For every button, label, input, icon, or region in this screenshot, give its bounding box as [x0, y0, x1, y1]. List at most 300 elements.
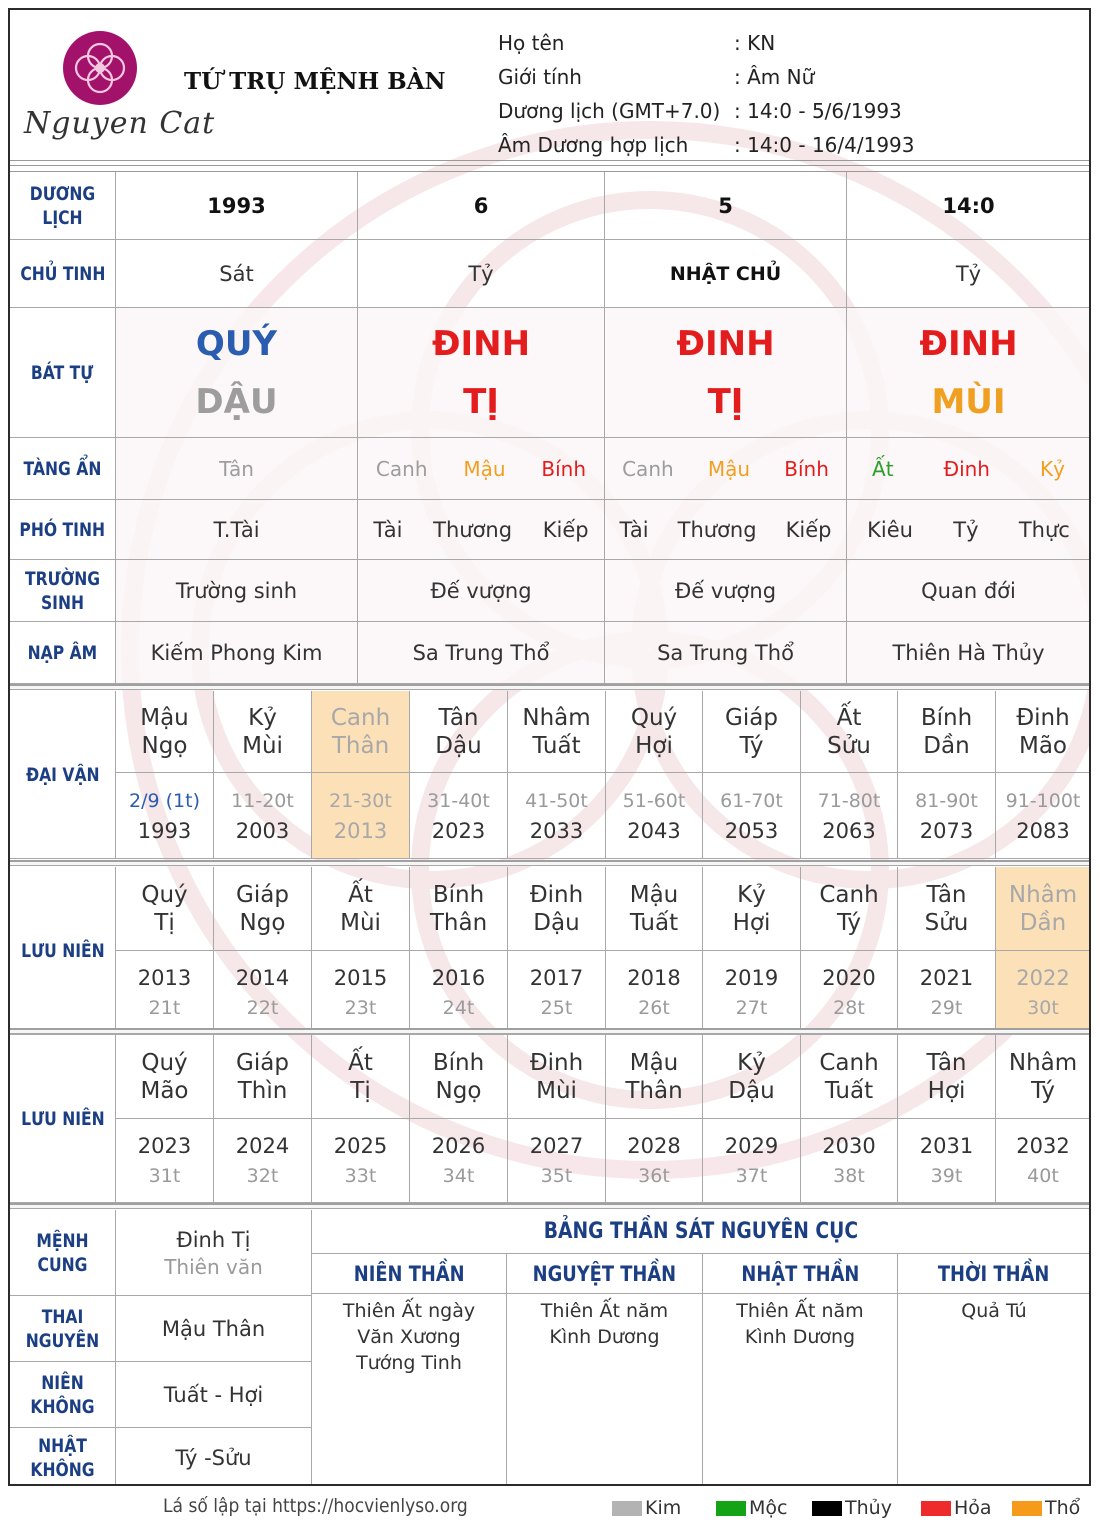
logo-icon [62, 30, 138, 106]
pillar-1-chu-tinh [358, 240, 605, 308]
hidden-stem: Đinh [943, 456, 990, 481]
branch-name: Tuất [629, 909, 679, 936]
footer [0, 1490, 1100, 1526]
stem-name: Đinh [529, 1049, 584, 1076]
cycle-year: 2025 [333, 1133, 388, 1158]
footer-credit: Lá số lập tại https://hocvienlyso.org [163, 1495, 468, 1517]
luu-nien-1-stem-branch [410, 867, 508, 951]
dai-van-stem-branch [214, 691, 312, 773]
hidden-stems [605, 457, 846, 481]
branch-name: Mùi [340, 909, 381, 936]
luu-nien-1-stem-branch [996, 867, 1091, 951]
hidden-stem: Canh [622, 456, 674, 481]
pillar-main-star: NHẬT CHỦ [669, 262, 782, 285]
gods-column-head [507, 1254, 703, 1294]
pillar-solar-value: 6 [473, 193, 489, 218]
earthly-branch: MÙI [931, 381, 1006, 422]
luu-nien-1-stem-branch [606, 867, 703, 951]
cycle-age: 91-100t [1005, 789, 1081, 812]
life-stage: Quan đới [921, 578, 1016, 603]
pillar-3-nap-am [847, 622, 1091, 684]
cycle-year: 2019 [724, 965, 779, 990]
cycle-year: 2023 [431, 818, 486, 843]
sub-stars [605, 518, 846, 542]
luu-nien-1-stem-branch [703, 867, 801, 951]
sub-star: Thực [1018, 517, 1070, 542]
stem-name: Quý [141, 881, 188, 908]
earthly-branch: TỊ [707, 381, 744, 422]
god-item: Thiên Ất năm [540, 1300, 669, 1322]
gods-column-body [312, 1294, 507, 1486]
legend-label: Hỏa [954, 1497, 992, 1519]
earthly-branch: DẬU [195, 381, 278, 422]
stem-name: Giáp [725, 704, 778, 731]
pillar-1-tang-an [358, 438, 605, 500]
luu-nien-2-stem-branch [898, 1035, 996, 1119]
branch-name: Thân [429, 909, 488, 936]
cycle-age: 71-80t [817, 789, 881, 812]
luu-nien-2-stem-branch [703, 1035, 801, 1119]
cycle-year: 2031 [919, 1133, 974, 1158]
stem-name: Quý [630, 704, 678, 731]
sub-star: Thương [677, 517, 757, 542]
info-row-solar-date: Dương lịch (GMT+7.0) : 14:0 - 5/6/1993 [498, 99, 902, 123]
earthly-branch: TỊ [463, 381, 499, 422]
cycle-year: 2063 [822, 818, 876, 843]
row-label-text: CHỦ TINH [19, 262, 106, 285]
luu-nien-1-age-year [898, 951, 996, 1035]
pillar-3-bat-tu [847, 308, 1091, 438]
luu-nien-2-age-year [116, 1119, 214, 1203]
branch-name: Thân [331, 732, 390, 759]
legend-label: Kim [645, 1497, 682, 1519]
cycle-age: 25t [540, 996, 573, 1019]
row-label-text: NIÊN KHÔNG [30, 1371, 95, 1418]
cycle-year: 2021 [919, 965, 974, 990]
stem-name: Nhâm [1008, 1049, 1078, 1076]
cycle-year: 2018 [627, 965, 681, 990]
cycle-year: 2013 [333, 818, 388, 843]
dai-van-age-year [116, 773, 214, 859]
stem-name: Ất [348, 1049, 373, 1076]
luu-nien-2-age-year [508, 1119, 606, 1203]
cycle-year: 2073 [919, 818, 974, 843]
hidden-stems [116, 457, 357, 481]
branch-name: Dần [923, 732, 970, 759]
sub-star: Kiếp [542, 517, 589, 542]
stem-name: Kỷ [248, 704, 277, 731]
row-label-text: LƯU NIÊN [20, 939, 105, 962]
dai-van-stem-branch [606, 691, 703, 773]
branch-name: Ngọ [141, 732, 188, 759]
row-label-text: ĐẠI VẬN [25, 763, 100, 786]
pillar-0-nap-am [116, 622, 358, 684]
brand-name: Nguyen Cat [24, 106, 216, 141]
cycle-year: 2023 [137, 1133, 192, 1158]
stem-name: Ất [348, 881, 373, 908]
stem-name: Nhâm [1008, 881, 1078, 908]
row-label-pho-tinh [10, 500, 116, 560]
stem-name: Nhâm [522, 704, 591, 731]
branch-name: Dậu [533, 909, 580, 936]
pillar-2-truong-sinh [605, 560, 847, 622]
stem-name: Mậu [629, 1049, 679, 1076]
heavenly-stem: QUÝ [195, 323, 278, 364]
cycle-age: 21-30t [329, 789, 392, 812]
nien-khong-value-cell [116, 1362, 312, 1428]
nhat-khong-value-cell [116, 1428, 312, 1486]
cycle-year: 2027 [529, 1133, 584, 1158]
cycle-age: 23t [344, 996, 377, 1019]
cycle-year: 2020 [822, 965, 876, 990]
cycle-year: 2013 [137, 965, 192, 990]
dai-van-stem-branch [312, 691, 410, 773]
dai-van-stem-branch [898, 691, 996, 773]
nien-khong-label [10, 1362, 116, 1428]
gods-list [736, 1294, 863, 1350]
stem-name: Kỷ [737, 881, 766, 908]
pillar-2-bat-tu [605, 308, 847, 438]
dai-van-age-year [410, 773, 508, 859]
nien-khong-value: Tuất - Hợi [163, 1382, 264, 1407]
row-label-text: TRƯỜNG SINH [24, 567, 101, 614]
row-label-text: MỆNH CUNG [36, 1229, 89, 1276]
cycle-age: 24t [442, 996, 475, 1019]
cycle-age: 30t [1027, 996, 1059, 1019]
stem-name: Ất [836, 704, 862, 731]
legend-swatch [921, 1501, 951, 1516]
chart-frame [8, 8, 1091, 1486]
cycle-age: 21t [148, 996, 181, 1019]
row-label-text: LƯU NIÊN [20, 1107, 105, 1130]
cycle-age: 38t [833, 1164, 865, 1187]
luu-nien-1-stem-branch [214, 867, 312, 951]
hidden-stem: Ất [872, 456, 894, 481]
luu-nien-1-age-year [508, 951, 606, 1035]
pillar-2-pho-tinh [605, 500, 847, 560]
luu-nien-2-age-year [214, 1119, 312, 1203]
pillar-eight-chars [919, 315, 1017, 431]
sub-star: Tài [373, 517, 403, 542]
cycle-age: 41-50t [525, 789, 588, 812]
luu-nien-1-label [10, 867, 116, 1035]
cycle-year: 2029 [724, 1133, 779, 1158]
pillar-solar-value: 1993 [207, 193, 266, 218]
gods-head-text: NGUYỆT THẦN [532, 1261, 677, 1286]
cycle-age: 51-60t [622, 789, 686, 812]
row-label-text: BÁT TỰ [31, 361, 94, 384]
pillar-1-pho-tinh [358, 500, 605, 560]
cycle-age: 36t [638, 1164, 670, 1187]
pillar-main-star: Tỷ [955, 261, 982, 286]
dai-van-stem-branch [703, 691, 801, 773]
cycle-age: 81-90t [915, 789, 978, 812]
hidden-stems [358, 457, 604, 481]
stem-name: Tân [438, 704, 479, 731]
legend-swatch [1012, 1501, 1042, 1516]
thai-nguyen-value: Mậu Thân [161, 1316, 266, 1341]
branch-name: Mùi [536, 1077, 577, 1104]
god-item: Thiên Ất ngày [342, 1300, 476, 1322]
branch-name: Sửu [924, 909, 969, 936]
cycle-age: 27t [735, 996, 768, 1019]
cycle-year: 2022 [1016, 965, 1070, 990]
bottom-separator [10, 1203, 1089, 1209]
header-divider-2 [10, 165, 1089, 166]
cycle-age: 2/9 (1t) [129, 789, 200, 812]
cycle-age: 61-70t [720, 789, 783, 812]
pillar-main-star: Tỷ [468, 261, 494, 286]
gods-column-body [898, 1294, 1091, 1486]
row-label-text: TÀNG ẨN [23, 457, 102, 480]
branch-name: Tị [350, 1077, 371, 1104]
luu-nien-2-label [10, 1035, 116, 1203]
stem-name: Kỷ [737, 1049, 766, 1076]
luu-nien-1-age-year [703, 951, 801, 1035]
cycle-age: 40t [1027, 1164, 1059, 1187]
sub-star: Tài [619, 517, 649, 542]
god-item: Thiên Ất năm [736, 1300, 864, 1322]
hidden-stem: Bính [541, 456, 587, 481]
branch-name: Hợi [732, 909, 771, 936]
row-label-tang-an [10, 438, 116, 500]
stem-name: Tân [926, 1049, 967, 1076]
hidden-stem: Kỷ [1040, 456, 1065, 481]
stem-name: Quý [141, 1049, 188, 1076]
dai-van-stem-branch [116, 691, 214, 773]
pillar-solar-value: 5 [718, 193, 733, 218]
legend-item-3 [921, 1497, 992, 1519]
nap-am-element: Sa Trung Thổ [657, 640, 794, 665]
pillar-3-pho-tinh [847, 500, 1091, 560]
heavenly-stem: ĐINH [431, 323, 531, 364]
pillar-solar-value: 14:0 [942, 193, 995, 218]
cycle-year: 2015 [333, 965, 388, 990]
legend-label: Thủy [845, 1497, 892, 1519]
pillar-3-tang-an [847, 438, 1091, 500]
legend-label: Mộc [749, 1497, 788, 1519]
sub-star: Thương [433, 517, 513, 542]
cycle-age: 37t [735, 1164, 768, 1187]
stem-name: Mậu [629, 881, 679, 908]
luu-nien-1-age-year [116, 951, 214, 1035]
gods-list [541, 1294, 668, 1350]
god-item: Kình Dương [549, 1326, 660, 1348]
pillar-0-pho-tinh [116, 500, 358, 560]
pillar-eight-chars [676, 315, 774, 431]
branch-name: Mão [1018, 732, 1067, 759]
info-row-lunar-date: Âm Dương hợp lịch : 14:0 - 16/4/1993 [498, 133, 915, 157]
row-label-chu-tinh [10, 240, 116, 308]
branch-name: Dần [1019, 909, 1067, 936]
cycle-age: 31t [148, 1164, 181, 1187]
row-label-bat-tu [10, 308, 116, 438]
branch-name: Tý [836, 909, 862, 936]
cycle-year: 2083 [1016, 818, 1070, 843]
stem-name: Canh [330, 704, 391, 731]
gods-column-body [703, 1294, 898, 1486]
cycle-year: 2003 [235, 818, 290, 843]
luu-nien-2-stem-branch [508, 1035, 606, 1119]
pillar-eight-chars [195, 315, 277, 431]
dai-van-stem-branch [410, 691, 508, 773]
dai-van-stem-branch [508, 691, 606, 773]
sub-star: Kiêu [867, 517, 913, 542]
legend-label: Thổ [1045, 1497, 1081, 1519]
cycle-year: 2033 [529, 818, 584, 843]
dai-van-stem-branch [996, 691, 1091, 773]
cycle-year: 2043 [627, 818, 681, 843]
cycle-age: 26t [638, 996, 670, 1019]
cycle-age: 28t [833, 996, 865, 1019]
luu-nien-2-stem-branch [214, 1035, 312, 1119]
pillar-3-chu-tinh [847, 240, 1091, 308]
luu-nien-2-age-year [312, 1119, 410, 1203]
branch-name: Hợi [635, 732, 673, 759]
pillar-2-chu-tinh [605, 240, 847, 308]
god-item: Quả Tú [961, 1300, 1027, 1322]
luu-nien-1-stem-branch [116, 867, 214, 951]
pillar-0-tang-an [116, 438, 358, 500]
page-title: TỨ TRỤ MỆNH BÀN [184, 68, 446, 95]
luu-nien-1-age-year [312, 951, 410, 1035]
branch-name: Ngọ [239, 909, 286, 936]
dai-van-age-year [703, 773, 801, 859]
pillar-1-truong-sinh [358, 560, 605, 622]
branch-name: Tý [739, 732, 764, 759]
pillar-1-duong-lich [358, 172, 605, 240]
thai-nguyen-label [10, 1296, 116, 1362]
hidden-stem: Bính [784, 456, 829, 481]
luu-nien-2-separator [10, 1028, 1089, 1034]
luu-nien-1-stem-branch [898, 867, 996, 951]
cycle-year: 2014 [235, 965, 290, 990]
stem-name: Canh [819, 881, 879, 908]
cycle-age: 33t [344, 1164, 377, 1187]
luu-nien-1-stem-branch [312, 867, 410, 951]
hidden-stem: Canh [375, 456, 428, 481]
hidden-stems [847, 457, 1090, 481]
branch-name: Dậu [435, 732, 482, 759]
luu-nien-2-age-year [801, 1119, 898, 1203]
stem-name: Canh [819, 1049, 879, 1076]
luu-nien-2-stem-branch [410, 1035, 508, 1119]
luu-nien-1-age-year [410, 951, 508, 1035]
luu-nien-1-stem-branch [508, 867, 606, 951]
dai-van-age-year [606, 773, 703, 859]
branch-name: Hợi [927, 1077, 966, 1104]
cycle-age: 35t [540, 1164, 573, 1187]
row-label-text: THAI NGUYÊN [25, 1305, 100, 1352]
cycle-age: 39t [930, 1164, 963, 1187]
sub-star: Tỷ [953, 517, 979, 542]
pillar-3-duong-lich [847, 172, 1091, 240]
sub-stars [847, 518, 1090, 542]
dai-van-age-year [214, 773, 312, 859]
menh-cung-label [10, 1210, 116, 1296]
header-divider [10, 160, 1089, 161]
pillar-1-bat-tu [358, 308, 605, 438]
stem-name: Bính [432, 881, 485, 908]
legend-item-0 [612, 1497, 681, 1519]
luu-nien-1-age-year [801, 951, 898, 1035]
dai-van-age-year [312, 773, 410, 859]
gods-table-title: BẢNG THẦN SÁT NGUYÊN CỤC [543, 1219, 859, 1244]
nhat-khong-value: Tý -Sửu [175, 1445, 252, 1470]
stem-name: Tân [926, 881, 967, 908]
luu-nien-2-stem-branch [606, 1035, 703, 1119]
stem-name: Mậu [140, 704, 189, 731]
row-label-text: DƯƠNG LỊCH [29, 182, 96, 229]
sub-stars [358, 518, 604, 542]
branch-name: Thìn [237, 1077, 288, 1104]
life-stage: Đế vượng [674, 578, 777, 603]
luu-nien-2-age-year [898, 1119, 996, 1203]
pillar-1-nap-am [358, 622, 605, 684]
hidden-stem: Mậu [463, 456, 506, 481]
god-item: Văn Xương [357, 1326, 461, 1348]
branch-name: Tị [154, 909, 175, 936]
cycle-year: 2017 [529, 965, 584, 990]
luu-nien-2-age-year [996, 1119, 1091, 1203]
gods-list [343, 1294, 475, 1376]
sub-star: Kiếp [785, 517, 832, 542]
cycle-age: 34t [442, 1164, 475, 1187]
cycle-year: 2026 [431, 1133, 486, 1158]
pillar-eight-chars [432, 315, 530, 431]
branch-name: Mão [140, 1077, 189, 1104]
dai-van-label [10, 691, 116, 859]
legend-swatch [716, 1501, 746, 1516]
cycle-year: 2032 [1016, 1133, 1070, 1158]
luu-nien-2-stem-branch [996, 1035, 1091, 1119]
info-row-name: Họ tên : KN [498, 31, 776, 55]
luu-nien-1-stem-branch [801, 867, 898, 951]
pillar-0-duong-lich [116, 172, 358, 240]
pillar-2-nap-am [605, 622, 847, 684]
branch-name: Tuất [824, 1077, 874, 1104]
stem-name: Giáp [236, 1049, 289, 1076]
heavenly-stem: ĐINH [919, 323, 1018, 364]
luu-nien-2-stem-branch [801, 1035, 898, 1119]
pillar-0-chu-tinh [116, 240, 358, 308]
menh-cung-value: Đinh Tị [176, 1227, 251, 1252]
branch-name: Sửu [827, 732, 871, 759]
nap-am-element: Kiếm Phong Kim [150, 640, 323, 665]
cycle-age: 29t [930, 996, 963, 1019]
luu-nien-1-age-year [606, 951, 703, 1035]
personal-info [498, 26, 915, 162]
dai-van-stem-branch [801, 691, 898, 773]
cycle-year: 2030 [822, 1133, 876, 1158]
luu-nien-2-stem-branch [312, 1035, 410, 1119]
info-row-gender: Giới tính : Âm Nữ [498, 65, 815, 89]
legend-item-1 [716, 1497, 787, 1519]
gods-column-head [312, 1254, 507, 1294]
legend-item-2 [812, 1497, 892, 1519]
stem-name: Bính [432, 1049, 485, 1076]
nap-am-element: Thiên Hà Thủy [892, 640, 1045, 665]
dai-van-age-year [801, 773, 898, 859]
cycle-year: 2024 [235, 1133, 290, 1158]
branch-name: Tý [1030, 1077, 1056, 1104]
luu-nien-2-stem-branch [116, 1035, 214, 1119]
branch-name: Tuất [532, 732, 581, 759]
branch-name: Mùi [242, 732, 283, 759]
row-label-nap-am [10, 622, 116, 684]
row-label-text: PHÓ TINH [19, 518, 106, 541]
cycle-year: 2053 [724, 818, 779, 843]
